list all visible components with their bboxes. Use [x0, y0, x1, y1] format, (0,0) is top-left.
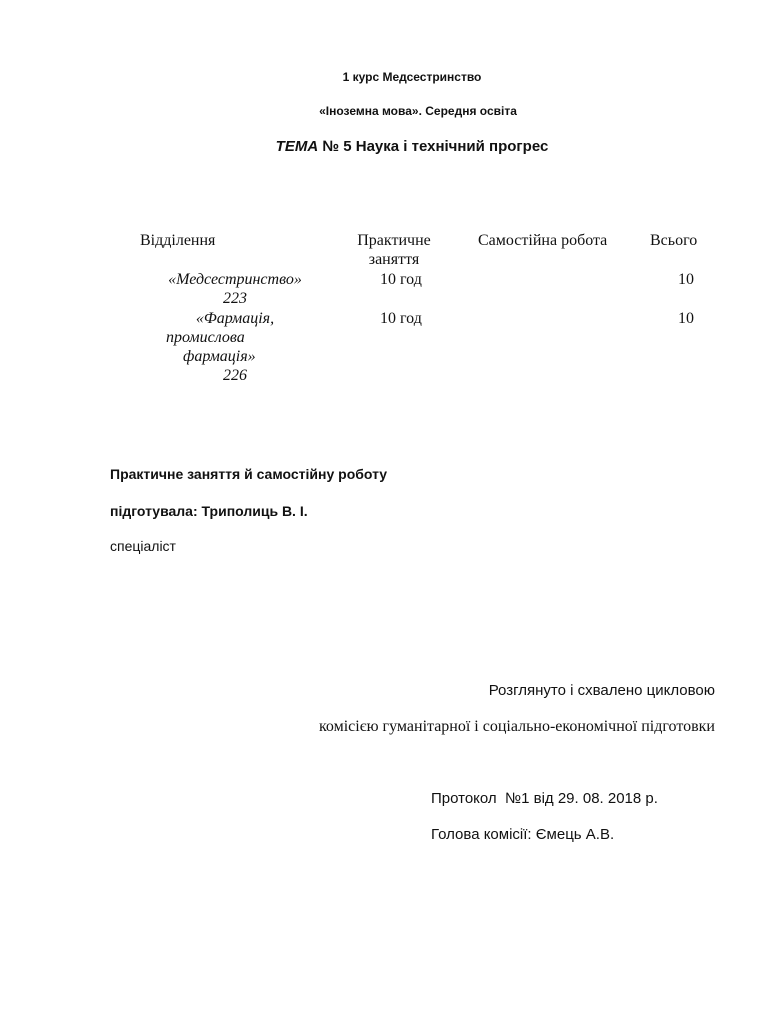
subject-title: «Іноземна мова». Середня освіта — [319, 104, 517, 118]
row-1-department — [150, 270, 320, 308]
row-2-practical: 10 год — [380, 310, 422, 327]
course-title: 1 курс Медсестринство — [342, 70, 482, 84]
protocol-line: Протокол №1 від 29. 08. 2018 р. — [431, 790, 658, 807]
approval-line-2: комісією гуманітарної і соціально-економічної підготовки — [318, 718, 715, 735]
prepared-line-3: спеціаліст — [110, 538, 176, 554]
prepared-line-1: Практичне заняття й самостійну роботу — [110, 466, 388, 482]
row-2-department-line: фармація» — [183, 348, 256, 365]
header-department: Відділення — [140, 232, 216, 249]
prepared-line-2: підготувала: Триполиць В. І. — [110, 503, 308, 519]
approval-line-1: Розглянуто і схвалено цикловою — [488, 682, 715, 699]
topic-text: № 5 Наука і технічний прогрес — [318, 138, 549, 155]
header-total: Всього — [650, 232, 698, 249]
row-2-total: 10 — [678, 310, 694, 327]
row-2-department-line: 226 — [223, 367, 247, 384]
header-self-work: Самостійна робота — [478, 232, 608, 249]
row-1-total: 10 — [678, 271, 694, 288]
row-1-practical: 10 год — [380, 271, 422, 288]
topic-label: ТЕМА — [275, 138, 319, 155]
row-2-department-line: промислова — [166, 329, 245, 346]
chair-line: Голова комісії: Ємець А.В. — [431, 826, 615, 843]
row-2-department — [150, 309, 320, 385]
topic-title — [0, 138, 770, 155]
row-2-department-line: «Фармація, — [195, 310, 275, 327]
row-1-department-line: 223 — [223, 290, 247, 307]
header-practical: Практичне заняття — [357, 232, 431, 268]
row-1-department-line: «Медсестринство» — [168, 271, 302, 288]
